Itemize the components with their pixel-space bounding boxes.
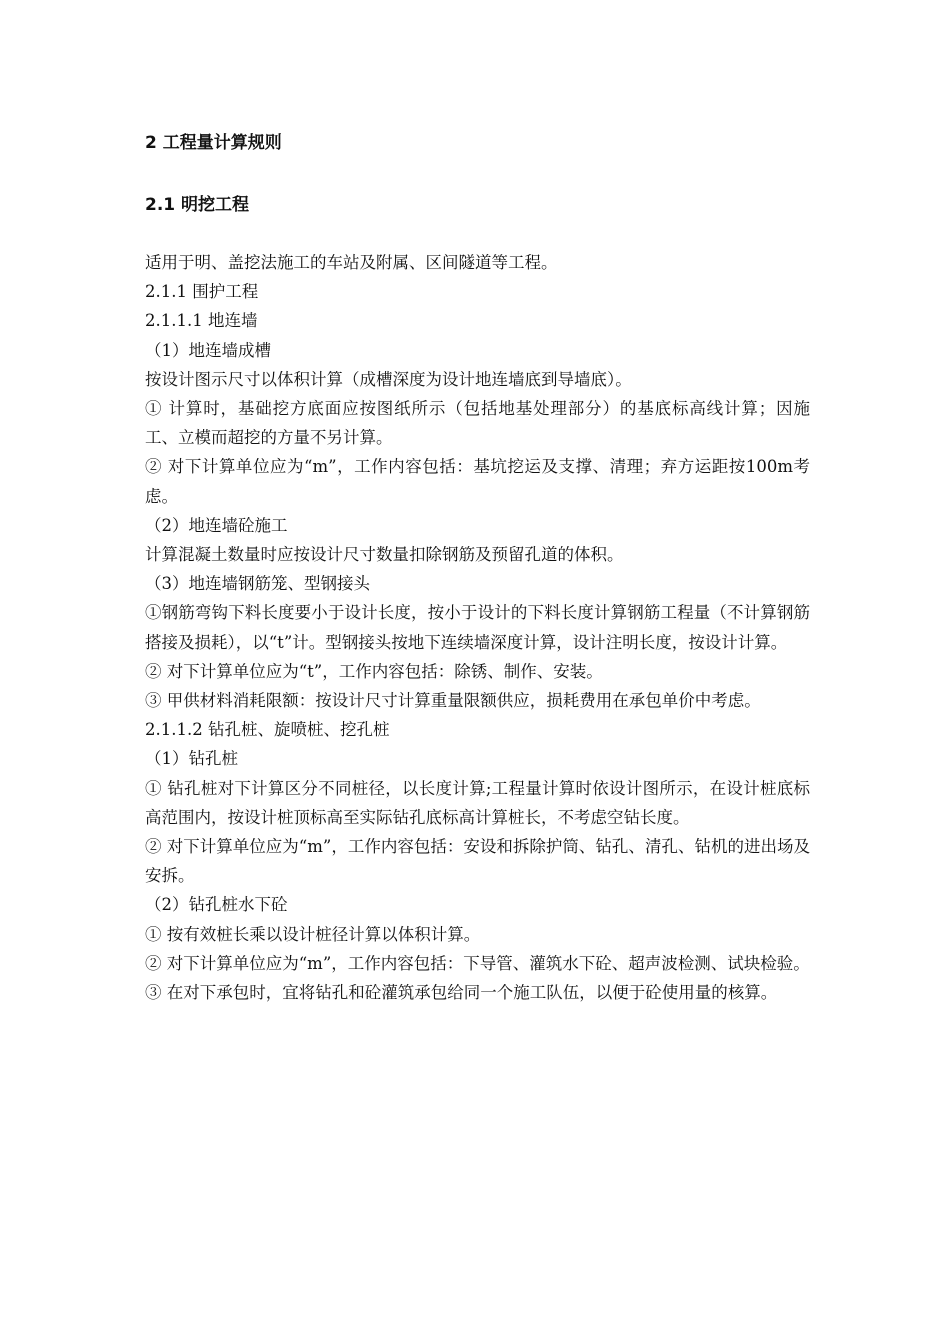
item-heading: （1）钻孔桩 bbox=[145, 749, 238, 769]
body-text bbox=[145, 248, 810, 1007]
section-heading: 2.1 明挖工程 bbox=[145, 195, 250, 215]
subsection-heading: 2.1.1.1 地连墙 bbox=[145, 311, 258, 331]
list-item: ① 钻孔桩对下计算区分不同桩径，以长度计算;工程量计算时依设计图所示，在设计桩底标高范围内，按设计桩顶标高至实际钻孔底标高计算桩长，不考虑空钻长度。 bbox=[145, 778, 810, 827]
chapter-heading: 2 工程量计算规则 bbox=[145, 133, 282, 153]
item-heading: （2）地连墙砼施工 bbox=[145, 515, 288, 535]
item-heading: （1）地连墙成槽 bbox=[145, 340, 271, 360]
list-item: ①钢筋弯钩下料长度要小于设计长度，按小于设计的下料长度计算钢筋工程量（不计算钢筋搭接及损耗），以“t”计。型钢接头按地下连续墙深度计算，设计注明长度，按设计计算。 bbox=[145, 603, 810, 652]
list-item: ② 对下计算单位应为“t”，工作内容包括：除锈、制作、安装。 bbox=[145, 661, 603, 681]
paragraph: 适用于明、盖挖法施工的车站及附属、区间隧道等工程。 bbox=[145, 253, 558, 272]
paragraph: 按设计图示尺寸以体积计算（成槽深度为设计地连墙底到导墙底）。 bbox=[145, 369, 632, 389]
list-item: ② 对下计算单位应为“m”，工作内容包括：基坑挖运及支撑、清理；弃方运距按100m考虑。 bbox=[145, 457, 810, 506]
subsection-heading: 2.1.1.2 钻孔桩、旋喷桩、挖孔桩 bbox=[145, 720, 390, 740]
list-item: ② 对下计算单位应为“m”，工作内容包括：下导管、灌筑水下砼、超声波检测、试块检验。 bbox=[145, 953, 810, 973]
list-item: ① 计算时，基础挖方底面应按图纸所示（包括地基处理部分）的基底标高线计算；因施工、立模而超挖的方量不另计算。 bbox=[145, 399, 810, 448]
list-item: ③ 在对下承包时，宜将钻孔和砼灌筑承包给同一个施工队伍，以便于砼使用量的核算。 bbox=[145, 983, 778, 1003]
item-heading: （2）钻孔桩水下砼 bbox=[145, 895, 288, 915]
paragraph: 计算混凝土数量时应按设计尺寸数量扣除钢筋及预留孔道的体积。 bbox=[145, 545, 624, 565]
list-item: ① 按有效桩长乘以设计桩径计算以体积计算。 bbox=[145, 924, 481, 944]
subsection-heading: 2.1.1 围护工程 bbox=[145, 282, 259, 302]
list-item: ③ 甲供材料消耗限额：按设计尺寸计算重量限额供应，损耗费用在承包单价中考虑。 bbox=[145, 691, 761, 711]
item-heading: （3）地连墙钢筋笼、型钢接头 bbox=[145, 574, 370, 594]
list-item: ② 对下计算单位应为“m”，工作内容包括：安设和拆除护筒、钻孔、清孔、钻机的进出场及安拆。 bbox=[145, 837, 810, 886]
